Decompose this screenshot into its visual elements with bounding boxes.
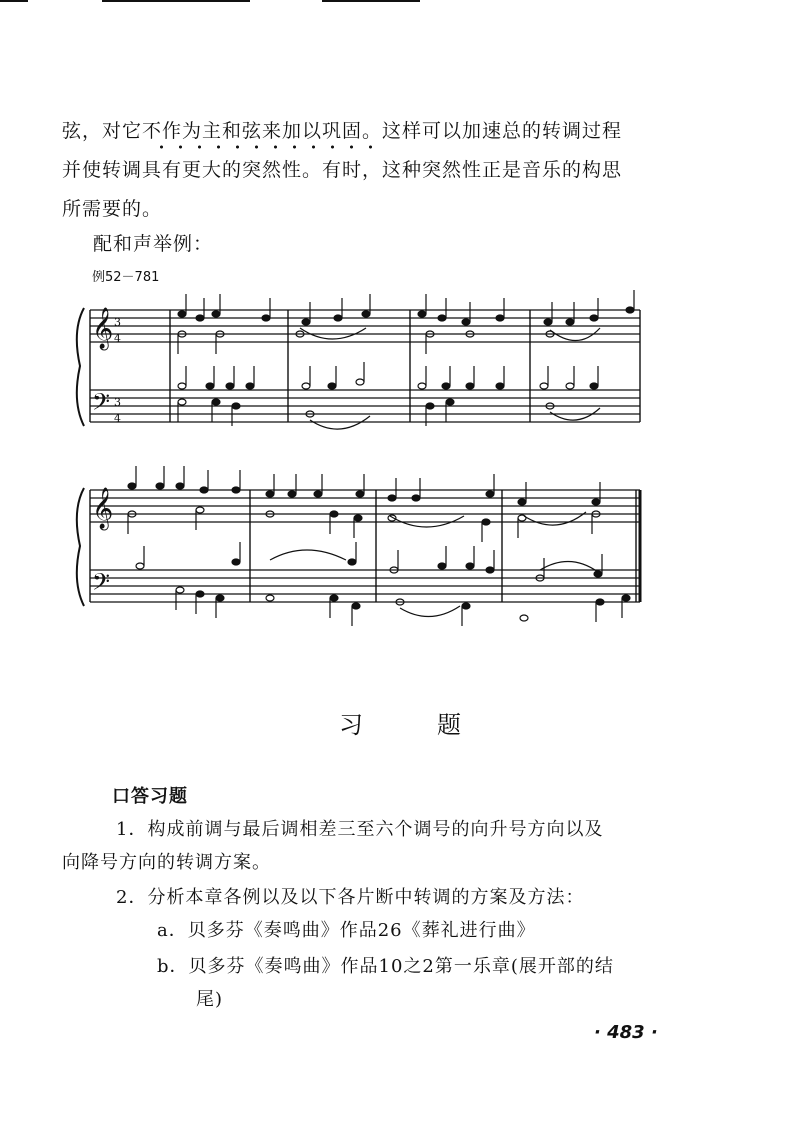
music-score (70, 290, 660, 650)
body-line-3: 所需要的。 (62, 198, 163, 220)
bass-notes-1 (178, 362, 598, 426)
time-signature-1a: 3 (114, 316, 121, 329)
exercise-2b-line-2: 尾) (196, 989, 224, 1010)
exercises-title: 习题 (339, 711, 535, 739)
treble-clef-1: 𝄞 (92, 308, 114, 349)
body-line-1: 弦，对它不作为主和弦来加以巩固。这样可以加速总的转调过程 (62, 120, 623, 142)
brace-1 (77, 308, 84, 426)
top-rule-3 (322, 0, 420, 2)
barlines-2 (90, 490, 640, 602)
bass-clef-1: 𝄢 (92, 388, 111, 421)
emphasis-dots (152, 144, 382, 150)
top-rule-2 (102, 0, 250, 2)
exercise-2b-line-1: b．贝多芬《奏鸣曲》作品10之2第一乐章(展开部的结 (157, 956, 614, 977)
example-label: 例52－781 (92, 270, 160, 285)
page-number: · 483 · (594, 1022, 658, 1043)
top-rule-1 (0, 0, 28, 2)
time-signature-1c: 3 (114, 396, 121, 409)
time-signature-1b: 4 (114, 332, 121, 345)
bass-staff-1 (90, 390, 640, 422)
slur-2c (270, 550, 346, 560)
barlines-1 (90, 310, 640, 422)
body-line-2: 并使转调具有更大的突然性。有时，这种突然性正是音乐的构思 (62, 159, 623, 181)
brace-2 (77, 488, 84, 606)
exercise-1-line-1: 1．构成前调与最后调相差三至六个调号的向升号方向以及 (116, 819, 604, 840)
slur-2d (400, 606, 460, 617)
treble-clef-2: 𝄞 (92, 488, 114, 529)
time-signature-1d: 4 (114, 412, 121, 425)
exercise-2: 2．分析本章各例以及以下各片断中转调的方案及方法： (116, 887, 585, 908)
treble-notes-2 (128, 466, 600, 505)
score-system-1 (77, 290, 640, 429)
alto-notes-2 (128, 507, 600, 542)
bass-clef-2: 𝄢 (92, 568, 111, 601)
oral-exercises-heading: 口答习题 (112, 786, 188, 807)
treble-notes-1 (178, 290, 634, 325)
harmony-example-intro: 配和声举例： (93, 233, 214, 255)
score-system-2 (77, 466, 640, 626)
bass-staff-2 (90, 570, 640, 602)
bass-notes-2 (136, 542, 630, 626)
exercise-1-line-2: 向降号方向的转调方案。 (62, 852, 271, 873)
treble-staff-2 (90, 490, 640, 522)
exercise-2a: a．贝多芬《奏鸣曲》作品26《葬礼进行曲》 (157, 920, 536, 941)
